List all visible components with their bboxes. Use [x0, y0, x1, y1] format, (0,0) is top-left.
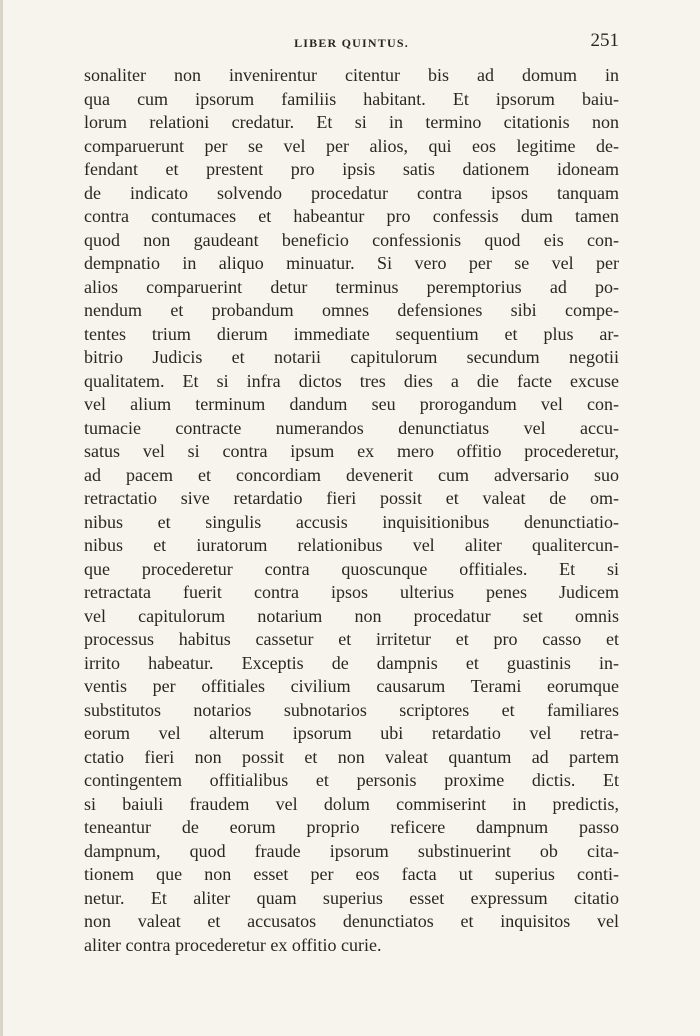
text-line: sonaliter non invenirentur citentur bis ad domum in	[84, 65, 619, 85]
text-line: tumacie contracte numerandos denunctiatus vel accu-	[84, 417, 619, 438]
text-line: dempnatio in aliquo minuatur. Si vero per se vel per	[84, 253, 619, 273]
text-line: contra contumaces et habeantur pro confessis dum tamen	[84, 206, 619, 226]
text-line: contingentem offitialibus et personis proxime dictis. Et	[84, 770, 619, 790]
body-text	[84, 64, 619, 957]
text-line: ventis per offitiales civilium causarum Terami eorumque	[84, 676, 619, 696]
text-line: qualitatem. Et si infra dictos tres dies a die facte excuse	[84, 370, 619, 391]
running-head: LIBER QUINTUS.	[294, 36, 409, 50]
text-line: bitrio Judicis et notarii capitulorum secundum negotii	[84, 347, 619, 367]
text-line: retractatio sive retardatio fieri possit et valeat de om-	[84, 488, 619, 508]
text-line: substitutos notarios subnotarios scriptores et familiares	[84, 699, 619, 720]
text-line: ad pacem et concordiam devenerit cum adversario suo	[84, 464, 619, 485]
text-line: irrito habeatur. Exceptis de dampnis et guastinis in-	[84, 652, 619, 673]
text-line: dampnum, quod fraude ipsorum substinuerint ob cita-	[84, 840, 619, 861]
text-line: qua cum ipsorum familiis habitant. Et ipsorum baiu-	[84, 88, 619, 109]
text-line: lorum relationi credatur. Et si in termino citationis non	[84, 112, 619, 132]
page-number: 251	[590, 30, 619, 51]
text-line: si baiuli fraudem vel dolum commiserint in predictis,	[84, 793, 619, 814]
text-line: aliter contra procederetur ex offitio curie.	[84, 934, 382, 955]
text-line: tionem que non esset per eos facta ut superius conti-	[84, 864, 619, 884]
text-line: que procederetur contra quoscunque offitiales. Et si	[84, 558, 619, 579]
text-line: nibus et iuratorum relationibus vel aliter qualitercun-	[84, 535, 619, 555]
text-line: netur. Et aliter quam superius esset expressum citatio	[84, 887, 619, 908]
text-line: de indicato solvendo procedatur contra ipsos tanquam	[84, 182, 619, 203]
text-line: vel capitulorum notarium non procedatur set omnis	[84, 605, 619, 626]
text-line: processus habitus cassetur et irritetur et pro casso et	[84, 629, 619, 649]
text-line: ctatio fieri non possit et non valeat quantum ad partem	[84, 746, 619, 767]
page-edge	[0, 0, 3, 1036]
text-line: teneantur de eorum proprio reficere dampnum passo	[84, 817, 619, 837]
text-line: tentes trium dierum immediate sequentium et plus ar-	[84, 323, 619, 344]
text-line: satus vel si contra ipsum ex mero offitio procederetur,	[84, 441, 619, 461]
text-line: retractata fuerit contra ipsos ulterius penes Judicem	[84, 582, 619, 602]
text-line: quod non gaudeant beneficio confessionis quod eis con-	[84, 229, 619, 250]
text-line: comparuerunt per se vel per alios, qui eos legitime de-	[84, 135, 619, 156]
text-line: nendum et probandum omnes defensiones sibi compe-	[84, 300, 619, 320]
page-header	[84, 30, 619, 58]
text-line: non valeat et accusatos denunctiatos et inquisitos vel	[84, 911, 619, 931]
text-line: alios comparuerint detur terminus peremptorius ad po-	[84, 276, 619, 297]
text-line: fendant et prestent pro ipsis satis dationem idoneam	[84, 159, 619, 179]
text-line: eorum vel alterum ipsorum ubi retardatio vel retra-	[84, 723, 619, 743]
text-line: nibus et singulis accusis inquisitionibus denunctiatio-	[84, 511, 619, 532]
text-line: vel alium terminum dandum seu prorogandum vel con-	[84, 394, 619, 414]
